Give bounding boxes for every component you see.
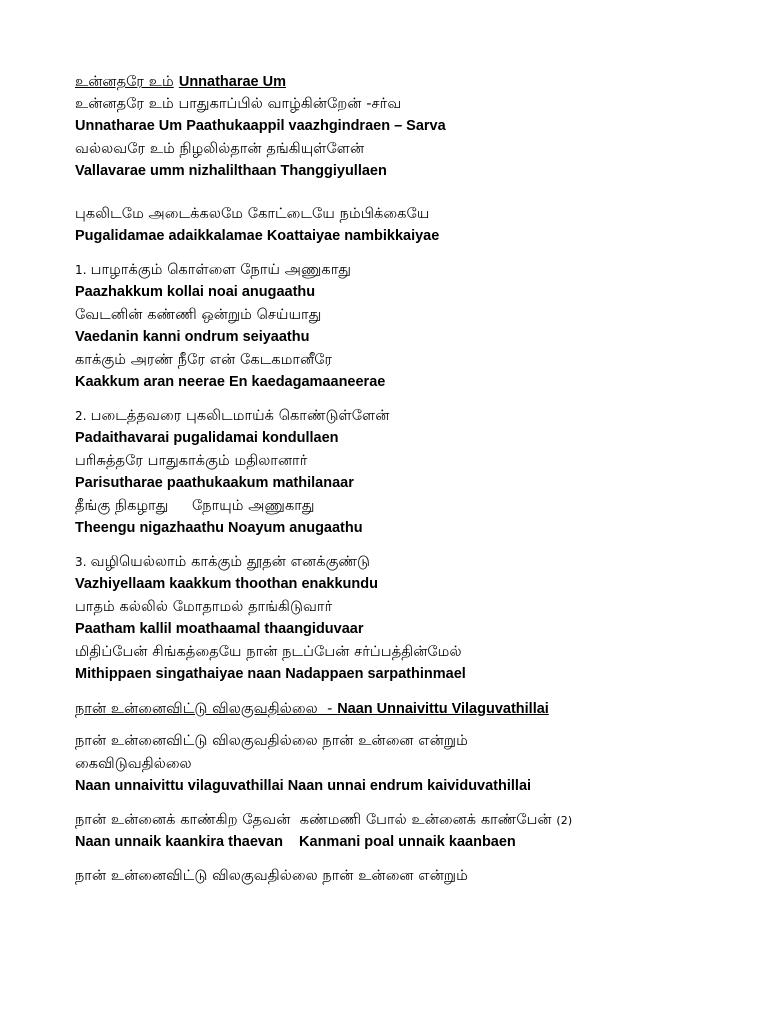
repeat-marker: (2) — [556, 813, 573, 827]
verse-number: 2. — [75, 408, 87, 423]
verse-1-line-1-tamil — [75, 259, 745, 282]
song-2-stanza-1-roman: Naan unnaivittu vilaguvathillai Naan unnai endrum kaividuvathillai — [75, 778, 532, 794]
verse-number: 1. — [75, 262, 87, 277]
chorus-line-1-roman: Unnatharae Um Paathukaappil vaazhgindraen – Sarva — [75, 118, 446, 134]
verse-1-line-2-roman: Vaedanin kanni ondrum seiyaathu — [75, 329, 310, 345]
song-2-stanza-3-tamil: நான் உன்னைவிட்டு விலகுவதில்லை நான் உன்னை என்றும் — [75, 867, 468, 884]
verse-2-line-3-tamil: தீங்கு நிகழாது நோயும் அணுகாது — [75, 497, 315, 514]
verse-1-line-3-tamil: காக்கும் அரண் நீரே என் கேடகமானீரே — [75, 351, 333, 368]
verse-number: 3. — [75, 554, 87, 569]
song-title — [75, 70, 745, 93]
verse-1-line-2-tamil: வேடனின் கண்ணி ஒன்றும் செய்யாது — [75, 306, 322, 323]
refrain-tamil: புகலிடமே அடைக்கலமே கோட்டையே நம்பிக்கையே — [75, 205, 430, 222]
song-2-title-roman: Naan Unnaivittu Vilaguvathillai — [337, 700, 549, 717]
chorus-line-1-tamil: உன்னதரே உம் பாதுகாப்பில் வாழ்கின்றேன் -சர்வ — [75, 95, 402, 112]
verse-3-line-2-roman: Paatham kallil moathaamal thaangiduvaar — [75, 621, 364, 637]
song-2-stanza-2-tamil — [75, 809, 745, 832]
verse-2-line-1-text: படைத்தவரை புகலிடமாய்க் கொண்டுள்ளேன் — [90, 407, 390, 424]
song-2-title-tamil: நான் உன்னைவிட்டு விலகுவதில்லை - — [75, 700, 338, 717]
song-2-title — [75, 697, 745, 720]
verse-3-line-1-text: வழியெல்லாம் காக்கும் தூதன் எனக்குண்டு — [90, 553, 371, 570]
verse-3-line-2-tamil: பாதம் கல்லில் மோதாமல் தாங்கிடுவார் — [75, 598, 333, 615]
song-2-stanza-1-tamil-b: கைவிடுவதில்லை — [75, 755, 192, 772]
song-2-stanza-2-text: நான் உன்னைக் காண்கிற தேவன் கண்மணி போல் உன்னைக் காண்பேன் — [75, 811, 557, 828]
verse-2-line-3-roman: Theengu nigazhaathu Noayum anugaathu — [75, 520, 363, 536]
verse-2-line-1-tamil — [75, 405, 745, 428]
song-2-stanza-1-tamil-a: நான் உன்னைவிட்டு விலகுவதில்லை நான் உன்னை என்றும் — [75, 733, 468, 749]
song-title-tamil: உன்னதரே உம் — [75, 74, 174, 90]
verse-3-line-3-roman: Mithippaen singathaiyae naan Nadappaen sarpathinmael — [75, 666, 466, 682]
chorus-line-2-roman: Vallavarae umm nizhalilthaan Thanggiyullaen — [75, 163, 387, 179]
refrain-roman: Pugalidamae adaikkalamae Koattaiyae nambikkaiyae — [75, 228, 440, 244]
document-page — [75, 70, 745, 887]
verse-1-line-1-roman: Paazhakkum kollai noai anugaathu — [75, 284, 316, 300]
chorus-line-2-tamil: வல்லவரே உம் நிழலில்தான் தங்கியுள்ளேன் — [75, 140, 365, 157]
song-title-roman: Unnatharae Um — [178, 74, 287, 90]
verse-3-line-1-roman: Vazhiyellaam kaakkum thoothan enakkundu — [75, 576, 378, 592]
verse-2-line-2-roman: Parisutharae paathukaakum mathilanaar — [75, 475, 354, 491]
song-2-stanza-2-roman: Naan unnaik kaankira thaevan Kanmani poal unnaik kaanbaen — [75, 834, 516, 850]
verse-3-line-1-tamil — [75, 551, 745, 574]
verse-1-line-3-roman: Kaakkum aran neerae En kaedagamaaneerae — [75, 374, 386, 390]
verse-1-line-1-text: பாழாக்கும் கொள்ளை நோய் அணுகாது — [90, 261, 352, 278]
verse-3-line-3-tamil: மிதிப்பேன் சிங்கத்தையே நான் நடப்பேன் சர்ப்பத்தின்மேல் — [75, 643, 462, 660]
verse-2-line-1-roman: Padaithavarai pugalidamai kondullaen — [75, 430, 339, 446]
verse-2-line-2-tamil: பரிசுத்தரே பாதுகாக்கும் மதிலானார் — [75, 452, 308, 469]
